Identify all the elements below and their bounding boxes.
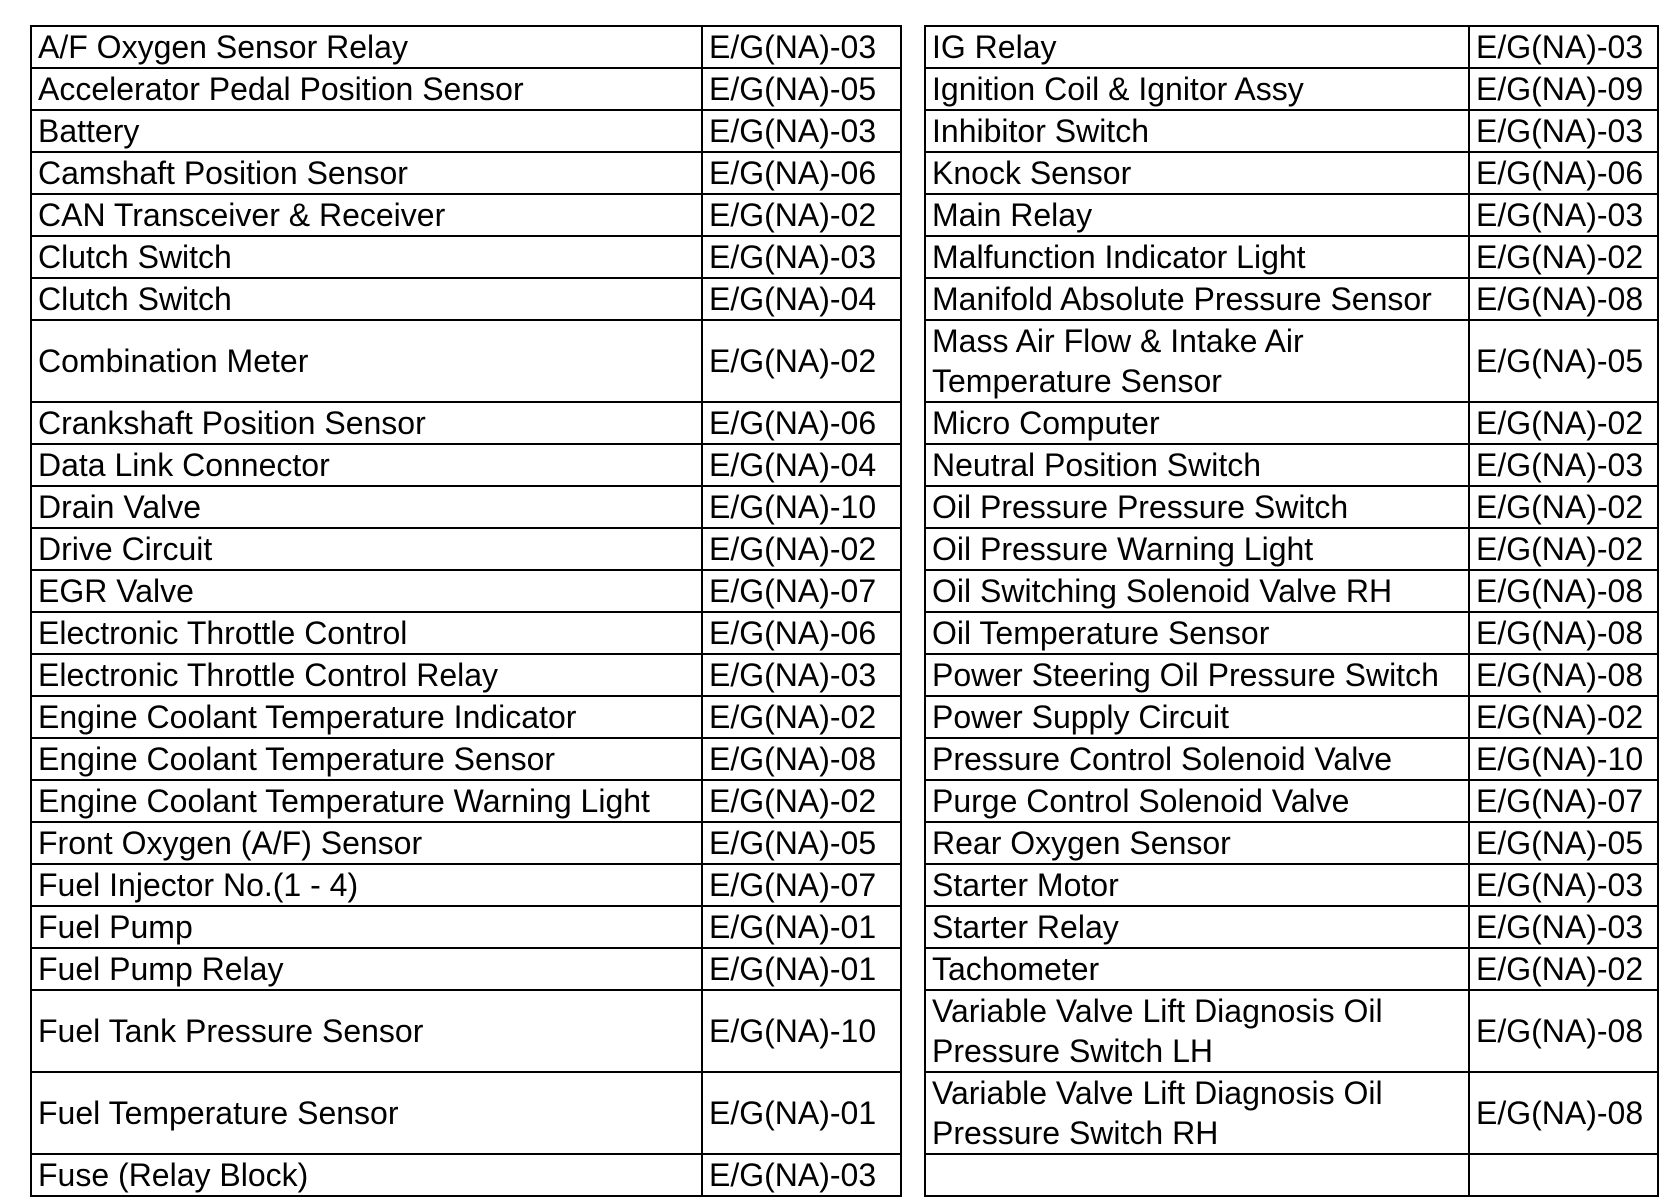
table-row xyxy=(31,194,1658,236)
component-name: Main Relay xyxy=(925,194,1469,236)
component-name: Camshaft Position Sensor xyxy=(31,152,702,194)
column-gap xyxy=(901,696,925,738)
page-code: E/G(NA)-05 xyxy=(702,822,901,864)
component-name: Battery xyxy=(31,110,702,152)
column-gap xyxy=(901,780,925,822)
page-code: E/G(NA)-02 xyxy=(1469,696,1658,738)
component-name: Clutch Switch xyxy=(31,236,702,278)
page-code: E/G(NA)-03 xyxy=(1469,864,1658,906)
component-name: Manifold Absolute Pressure Sensor xyxy=(925,278,1469,320)
component-name: IG Relay xyxy=(925,26,1469,68)
component-name: Fuel Injector No.(1 - 4) xyxy=(31,864,702,906)
table-row xyxy=(31,26,1658,68)
page-code: E/G(NA)-01 xyxy=(702,948,901,990)
page-code: E/G(NA)-07 xyxy=(702,570,901,612)
column-gap xyxy=(901,990,925,1072)
component-name: A/F Oxygen Sensor Relay xyxy=(31,26,702,68)
column-gap xyxy=(901,654,925,696)
column-gap xyxy=(901,906,925,948)
component-name: Drain Valve xyxy=(31,486,702,528)
component-name: Micro Computer xyxy=(925,402,1469,444)
page-code: E/G(NA)-03 xyxy=(1469,906,1658,948)
component-name: Fuel Tank Pressure Sensor xyxy=(31,990,702,1072)
page-code: E/G(NA)-10 xyxy=(702,990,901,1072)
page-code: E/G(NA)-04 xyxy=(702,444,901,486)
page-code: E/G(NA)-07 xyxy=(702,864,901,906)
page-code: E/G(NA)-06 xyxy=(702,152,901,194)
table-row xyxy=(31,780,1658,822)
table-row xyxy=(31,612,1658,654)
column-gap xyxy=(901,864,925,906)
page-code: E/G(NA)-02 xyxy=(702,696,901,738)
component-name: Purge Control Solenoid Valve xyxy=(925,780,1469,822)
table-row xyxy=(31,948,1658,990)
table-row xyxy=(31,696,1658,738)
table-row xyxy=(31,1072,1658,1154)
table-row xyxy=(31,152,1658,194)
page-code: E/G(NA)-02 xyxy=(1469,402,1658,444)
page-code: E/G(NA)-02 xyxy=(1469,948,1658,990)
column-gap xyxy=(901,570,925,612)
component-name: Mass Air Flow & Intake Air Temperature Sensor xyxy=(925,320,1469,402)
component-name: Tachometer xyxy=(925,948,1469,990)
column-gap xyxy=(901,948,925,990)
table-row xyxy=(31,570,1658,612)
page-code: E/G(NA)-06 xyxy=(702,612,901,654)
page-code: E/G(NA)-02 xyxy=(702,320,901,402)
page-code: E/G(NA)-09 xyxy=(1469,68,1658,110)
component-name: Variable Valve Lift Diagnosis Oil Pressure Switch RH xyxy=(925,1072,1469,1154)
table-row xyxy=(31,864,1658,906)
page-code: E/G(NA)-03 xyxy=(1469,194,1658,236)
table-row xyxy=(31,444,1658,486)
component-name: Electronic Throttle Control xyxy=(31,612,702,654)
page-code: E/G(NA)-02 xyxy=(1469,486,1658,528)
component-name: Variable Valve Lift Diagnosis Oil Pressure Switch LH xyxy=(925,990,1469,1072)
table-row xyxy=(31,906,1658,948)
page-code: E/G(NA)-02 xyxy=(1469,528,1658,570)
column-gap xyxy=(901,1072,925,1154)
page-code: E/G(NA)-05 xyxy=(702,68,901,110)
column-gap xyxy=(901,236,925,278)
component-name: Ignition Coil & Ignitor Assy xyxy=(925,68,1469,110)
table-row xyxy=(31,528,1658,570)
component-name: Engine Coolant Temperature Warning Light xyxy=(31,780,702,822)
component-name: Engine Coolant Temperature Sensor xyxy=(31,738,702,780)
table-row xyxy=(31,654,1658,696)
table-row xyxy=(31,278,1658,320)
column-gap xyxy=(901,278,925,320)
component-name: Knock Sensor xyxy=(925,152,1469,194)
component-name: CAN Transceiver & Receiver xyxy=(31,194,702,236)
page-code: E/G(NA)-03 xyxy=(702,26,901,68)
component-name: Fuel Temperature Sensor xyxy=(31,1072,702,1154)
page-code: E/G(NA)-01 xyxy=(702,1072,901,1154)
component-index-table xyxy=(30,25,1659,1197)
page-code: E/G(NA)-03 xyxy=(1469,26,1658,68)
page-code: E/G(NA)-06 xyxy=(1469,152,1658,194)
component-name: Rear Oxygen Sensor xyxy=(925,822,1469,864)
page-code: E/G(NA)-08 xyxy=(1469,278,1658,320)
table-row xyxy=(31,738,1658,780)
component-name: Inhibitor Switch xyxy=(925,110,1469,152)
column-gap xyxy=(901,26,925,68)
component-name: Data Link Connector xyxy=(31,444,702,486)
column-gap xyxy=(901,194,925,236)
component-name: Oil Pressure Warning Light xyxy=(925,528,1469,570)
page-code: E/G(NA)-02 xyxy=(702,780,901,822)
component-name: Pressure Control Solenoid Valve xyxy=(925,738,1469,780)
table-row xyxy=(31,110,1658,152)
component-name: Fuel Pump Relay xyxy=(31,948,702,990)
page-code: E/G(NA)-05 xyxy=(1469,320,1658,402)
component-name: Accelerator Pedal Position Sensor xyxy=(31,68,702,110)
page-code: E/G(NA)-08 xyxy=(1469,990,1658,1072)
table-row xyxy=(31,236,1658,278)
page-code: E/G(NA)-03 xyxy=(702,1154,901,1196)
column-gap xyxy=(901,822,925,864)
component-name: Oil Temperature Sensor xyxy=(925,612,1469,654)
component-name: Fuel Pump xyxy=(31,906,702,948)
component-name: EGR Valve xyxy=(31,570,702,612)
page-code: E/G(NA)-08 xyxy=(1469,570,1658,612)
page-code: E/G(NA)-03 xyxy=(1469,444,1658,486)
table-row xyxy=(31,68,1658,110)
page-code: E/G(NA)-02 xyxy=(1469,236,1658,278)
page-code: E/G(NA)-08 xyxy=(702,738,901,780)
component-name: Malfunction Indicator Light xyxy=(925,236,1469,278)
component-name: Power Supply Circuit xyxy=(925,696,1469,738)
component-name: Electronic Throttle Control Relay xyxy=(31,654,702,696)
page-code: E/G(NA)-08 xyxy=(1469,612,1658,654)
page-code: E/G(NA)-08 xyxy=(1469,1072,1658,1154)
component-name: Neutral Position Switch xyxy=(925,444,1469,486)
component-name: Starter Relay xyxy=(925,906,1469,948)
component-name: Fuse (Relay Block) xyxy=(31,1154,702,1196)
page-code: E/G(NA)-03 xyxy=(1469,110,1658,152)
column-gap xyxy=(901,612,925,654)
page-code: E/G(NA)-05 xyxy=(1469,822,1658,864)
table-row xyxy=(31,320,1658,402)
page-code: E/G(NA)-03 xyxy=(702,110,901,152)
column-gap xyxy=(901,738,925,780)
page-code: E/G(NA)-02 xyxy=(702,194,901,236)
page-code xyxy=(1469,1154,1658,1196)
component-name: Drive Circuit xyxy=(31,528,702,570)
component-name: Power Steering Oil Pressure Switch xyxy=(925,654,1469,696)
component-name: Oil Pressure Pressure Switch xyxy=(925,486,1469,528)
component-name: Starter Motor xyxy=(925,864,1469,906)
column-gap xyxy=(901,402,925,444)
column-gap xyxy=(901,320,925,402)
page-code: E/G(NA)-03 xyxy=(702,654,901,696)
page-code: E/G(NA)-03 xyxy=(702,236,901,278)
table-row xyxy=(31,822,1658,864)
page-code: E/G(NA)-04 xyxy=(702,278,901,320)
component-name: Engine Coolant Temperature Indicator xyxy=(31,696,702,738)
page-code: E/G(NA)-07 xyxy=(1469,780,1658,822)
component-name: Front Oxygen (A/F) Sensor xyxy=(31,822,702,864)
page-code: E/G(NA)-01 xyxy=(702,906,901,948)
page-code: E/G(NA)-02 xyxy=(702,528,901,570)
column-gap xyxy=(901,1154,925,1196)
table-row xyxy=(31,990,1658,1072)
page-code: E/G(NA)-10 xyxy=(1469,738,1658,780)
component-name: Oil Switching Solenoid Valve RH xyxy=(925,570,1469,612)
column-gap xyxy=(901,486,925,528)
column-gap xyxy=(901,444,925,486)
column-gap xyxy=(901,110,925,152)
page-code: E/G(NA)-06 xyxy=(702,402,901,444)
component-name: Combination Meter xyxy=(31,320,702,402)
component-name: Crankshaft Position Sensor xyxy=(31,402,702,444)
table-row xyxy=(31,1154,1658,1196)
column-gap xyxy=(901,528,925,570)
column-gap xyxy=(901,68,925,110)
table-row xyxy=(31,486,1658,528)
component-name xyxy=(925,1154,1469,1196)
page-code: E/G(NA)-08 xyxy=(1469,654,1658,696)
column-gap xyxy=(901,152,925,194)
component-name: Clutch Switch xyxy=(31,278,702,320)
page-code: E/G(NA)-10 xyxy=(702,486,901,528)
table-row xyxy=(31,402,1658,444)
